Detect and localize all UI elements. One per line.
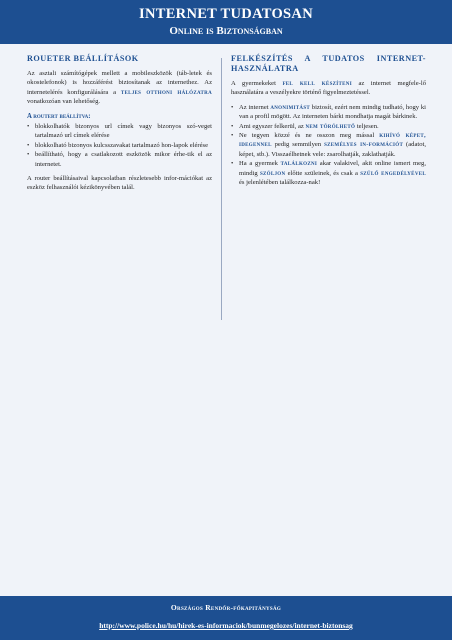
router-intro bbox=[27, 69, 212, 107]
text: pedig semmilyen bbox=[271, 141, 325, 149]
footer-organization: Országos Rendőr-főkapitányság bbox=[170, 603, 282, 612]
bullet-icon: • bbox=[231, 103, 234, 111]
preparation-intro-emphasis: fel kell készíteni bbox=[282, 80, 352, 87]
footer-url-link[interactable]: http://www.police.hu/hu/hirek-es-informaciok/bunmegelozes/internet-biztonsag bbox=[99, 621, 353, 630]
router-subheading: A routert beállítva: bbox=[27, 112, 91, 120]
text: és jelenlétében találkozza-nak! bbox=[239, 179, 321, 187]
emphasis: szülő engedélyével bbox=[360, 169, 426, 177]
router-closing: A router beállításaival kapcsolatban részletesebb infor-mációkat az eszköz felhasználói kézikönyvében talál. bbox=[27, 175, 212, 192]
router-bullet-list bbox=[27, 122, 212, 169]
column-divider bbox=[221, 58, 222, 320]
preparation-bullet-list bbox=[231, 103, 426, 188]
bullet-icon: • bbox=[27, 151, 30, 159]
text: Ha a gyermek bbox=[239, 160, 281, 168]
list-item-text: blokkolhatók bizonyos url címek vagy bizonyos szó-veget tartalmazó url címek elérése bbox=[35, 123, 212, 140]
list-item bbox=[231, 131, 426, 159]
emphasis: találkozni bbox=[280, 160, 318, 168]
bullet-icon: • bbox=[27, 141, 30, 149]
bullet-icon: • bbox=[27, 123, 30, 131]
left-column bbox=[27, 54, 212, 198]
text: Ami egyszer felkerül, az bbox=[239, 122, 306, 130]
bullet-icon: • bbox=[231, 122, 234, 130]
header-subtitle: Online is Biztonságban bbox=[169, 25, 283, 37]
text: Az internet bbox=[239, 103, 271, 111]
page-header bbox=[0, 0, 452, 44]
right-column bbox=[231, 54, 426, 192]
list-item bbox=[231, 122, 426, 131]
list-item bbox=[27, 122, 212, 141]
emphasis: anonimitást bbox=[270, 103, 311, 111]
text: előtte szüleinek, és csak a bbox=[285, 169, 361, 177]
text: (adatot, képet, stb.). Visszaélhetnek vele: zsarolhatják, zaklathatják. bbox=[239, 141, 427, 158]
list-item bbox=[27, 150, 212, 169]
bullet-icon: • bbox=[231, 160, 234, 168]
router-intro-emphasis: teljes otthoni hálózatra bbox=[120, 88, 212, 96]
list-item bbox=[231, 159, 426, 187]
preparation-intro-text-end: az internet megfele-lő használatára a veszélyekre történő figyelmeztetéssel. bbox=[231, 80, 427, 97]
emphasis: személyes in-formációt bbox=[324, 141, 404, 149]
list-item bbox=[231, 103, 426, 122]
bullet-icon: • bbox=[231, 132, 234, 140]
preparation-intro bbox=[231, 79, 426, 98]
list-item-text: beállítható, hogy a csatlakozott eszközök mikor érhe-tik el az internetet. bbox=[35, 151, 212, 168]
header-title: INTERNET TUDATOSAN bbox=[139, 6, 313, 22]
router-heading: ROUETER BEÁLLÍTÁSOK bbox=[27, 54, 139, 63]
router-intro-text: Az asztali számítógépek mellett a mobileszközök (táb-letek és okostelefonok) is hozzáférést biztosítanak az internethez. Az internetelérés konfigurálására a bbox=[27, 70, 212, 96]
list-item-text: blokkolható bizonyos kulcsszavakat tartalmazó hon-lapok elérése bbox=[35, 141, 209, 149]
list-item bbox=[27, 141, 212, 150]
router-intro-text-end: vonatkozóan van lehetőség. bbox=[27, 98, 101, 106]
emphasis: nem törölhető bbox=[305, 122, 356, 130]
text: Ne tegyen közzé és ne osszon meg mással bbox=[239, 132, 380, 140]
preparation-intro-text: A gyermekeket bbox=[231, 80, 283, 87]
page-footer bbox=[0, 596, 452, 640]
text: akar valakivel, akit online ismert meg, mindig bbox=[239, 160, 426, 177]
emphasis: kihívó képet, idegennel bbox=[239, 132, 426, 149]
text: biztosít, ezért nem mindig tudható, hogy ki van a profil mögött. Az interneten bárki mondhatja magát bárkinek. bbox=[239, 103, 426, 121]
preparation-heading: FELKÉSZÍTÉS A TUDATOS INTERNET-HASZNÁLATRA bbox=[231, 54, 426, 73]
emphasis: szóljon bbox=[259, 169, 286, 177]
text: teljesen. bbox=[355, 122, 379, 130]
